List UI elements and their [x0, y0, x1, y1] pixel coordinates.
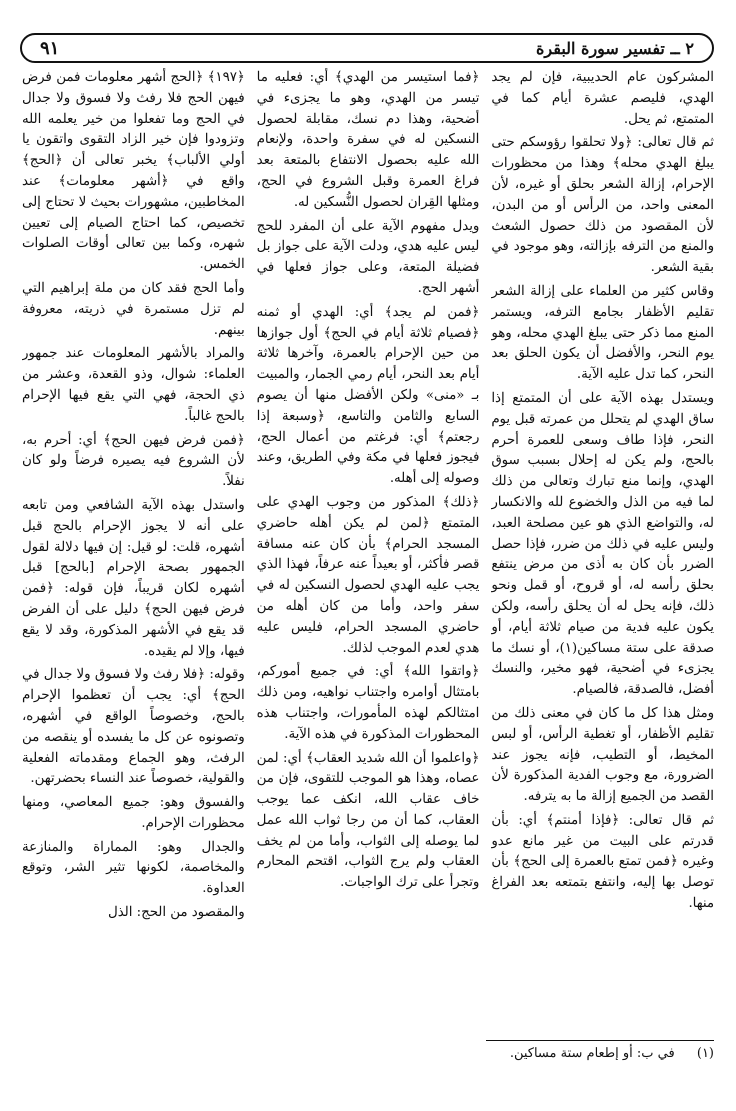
paragraph: واستدل بهذه الآية الشافعي ومن تابعه على أنه لا يجوز الإحرام بالحج قبل أشهره، قلت: لو قيل: إن فيها دلالة لقول الجمهور بصحة الإحرام [بالحج] قبل أشهره لكان قريباً، فإن قوله: ﴿فمن فرض فيهن الحج﴾ دليل على أن الفرض قد يقع في الأشهر المذكورة، وقد لا يقع فيها، وإلا لم يقيده. [21, 497, 245, 659]
paragraph: ﴿فمن فرض فيهن الحج﴾ أي: أحرم به، لأن الشروع فيه يصيره فرضاً ولو كان نفلاً. [21, 432, 245, 490]
paragraph: وقاس كثير من العلماء على إزالة الشعر تقليم الأظفار بجامع الترفه، ويستمر المنع مما ذكر حتى يبلغ الهدي محله، وهو يوم النحر، والأفضل أن يكون الحلق بعد النحر، كما تدل عليه الآية. [491, 283, 714, 383]
paragraph: والجدال وهو: المماراة والمنازعة والمخاصمة، لكونها تثير الشر، وتوقع العداوة. [21, 839, 245, 897]
column-right [491, 68, 714, 1028]
paragraph: ﴿واتقوا الله﴾ أي: في جميع أموركم، بامتثال أوامره واجتناب نواهيه، ومن ذلك امتثالكم لهذه المأمورات، واجتناب هذه المحظورات المذكورة في هذه الآية. [256, 664, 480, 742]
paragraph: وقوله: ﴿فلا رفث ولا فسوق ولا جدال في الحج﴾ أي: يجب أن تعظموا الإحرام بالحج، وخصوصاً الواقع في أشهره، وتصونوه عن كل ما يفسده أو ينقصه من الرفث، وهو الجماع ومقدماته الفعلية والقولية، خصوصاً عند النساء بحضرتهن. [21, 667, 245, 787]
paragraph: ثم قال تعالى: ﴿ولا تحلقوا رؤوسكم حتى يبلغ الهدي محله﴾ وهذا من محظورات الإحرام، إزالة الشعر بحلق أو غيره، لأن المعنى واحد، من الرأس أو من البدن، لأن المقصود من ذلك حصول الشعث والمنع من الترفه بإزالته، وهو موجود في بقية الشعر. [491, 135, 714, 276]
column-middle [257, 68, 480, 1028]
paragraph: ﴿فمن لم يجد﴾ أي: الهدي أو ثمنه ﴿فصيام ثلاثة أيام في الحج﴾ أول جوازها من حين الإحرام بالعمرة، وآخرها ثلاثة أيام بعد النحر، أيام رمي الجمار، والمبيت بـ «منى» ولكن الأفضل منها أن يصوم السابع والثامن والتاسع، ﴿وسبعة إذا رجعتم﴾ أي: فرغتم من أعمال الحج، فيجوز فعلها في مكة وفي الطريق، وعند وصوله إلى أهله. [256, 304, 480, 487]
paragraph: وأما الحج فقد كان من ملة إبراهيم التي لم تزل مستمرة في ذريته، معروفة بينهم. [21, 280, 245, 338]
footnote-separator [486, 1040, 714, 1041]
paragraph: المشركون عام الحديبية، فإن لم يجد الهدي، فليصم عشرة أيام كما في المتمتع، ثم يحل. [491, 70, 714, 127]
paragraph: والفسوق وهو: جميع المعاصي، ومنها محظورات الإحرام. [21, 795, 245, 831]
paragraph: ﴿واعلموا أن الله شديد العقاب﴾ أي: لمن عصاه، وهذا هو الموجب للتقوى، فإن من خاف عقاب الله، انكف عما يوجب العقاب، كما أن من رجا ثواب الله عمل لما يوصله إلى الثواب، وأما من لم يخف العقاب ولم يرج الثواب، اقتحم المحارم وتجرأ على ترك الواجبات. [256, 750, 480, 891]
paragraph: والمقصود من الحج: الذل [108, 905, 245, 921]
paragraph: ومثل هذا كل ما كان في معنى ذلك من تقليم الأظفار، أو تغطية الرأس، أو لبس المخيط، أو التطيب، فإنه يجوز عند الضرورة، مع وجوب الفدية المذكورة لأن القصد من الجميع إزالة ما به يترفه. [491, 705, 714, 805]
paragraph: ويستدل بهذه الآية على أن المتمتع إذا ساق الهدي لم يتحلل من عمرته قبل يوم النحر، فإذا طاف وسعى للعمرة أحرم بالحج، ولم يكن له إحلال بسبب سوق الهدي، وإنما منع تبارك وتعالى من ذلك لما فيه من الذل والخضوع لله والانكسار له، والتواضع الذي هو عين مصلحة العبد، وليس عليه في ذلك من ضرر، فإذا حصل الضرر بأن كان به أذى من مرض ينتفع بحلق رأسه له، أو قروح، أو قمل ونحو ذلك، فإنه يحل له أن يحلق رأسه، ولكن يكون عليه فدية من صيام ثلاثة أيام، أو صدقة على ستة مساكين(١)، أو نسك ما يجزىء في أضحية، فهو مخير، والنسك أفضل، فالصدقة، فالصيام. [491, 390, 714, 698]
running-title: ٢ ــ تفسير سورة البقرة [536, 38, 694, 58]
paragraph: ﴿١٩٧﴾ ﴿الحج أشهر معلومات فمن فرض فيهن الحج فلا رفث ولا فسوق ولا جدال في الحج وما تفعلوا من خير يعلمه الله وتزودوا فإن خير الزاد التقوى واتقون يا أولي الألباب﴾ يخبر تعالى أن ﴿الحج﴾ واقع في ﴿أشهر معلومات﴾ عند المخاطبين، مشهورات بحيث لا تحتاج إلى تخصيص، كما احتاج الصيام إلى تعيين شهره، وكما بين تعالى أوقات الصلوات الخمس. [21, 70, 245, 273]
footnote [22, 1046, 714, 1061]
paragraph: ﴿ذلك﴾ المذكور من وجوب الهدي على المتمتع ﴿لمن لم يكن أهله حاضري المسجد الحرام﴾ بأن كان عنه مسافة قصر فأكثر، أو بعيداً عنه عرفاً، فهذا الذي يجب عليه الهدي لحصول النسكين له في سفر واحد، وأما من كان أهله من حاضري المسجد الحرام، فليس عليه هدي لعدم الموجب لذلك. [256, 494, 480, 656]
footnote-text: في ب: أو إطعام ستة مساكين. [509, 1046, 675, 1061]
text-body [22, 68, 714, 1028]
column-left [22, 68, 245, 1028]
page-header [20, 33, 714, 63]
paragraph: والمراد بالأشهر المعلومات عند جمهور العلماء: شوال، وذو القعدة، وعشر من ذي الحجة، فهي التي يقع فيها الإحرام بالحج غالباً. [21, 346, 245, 424]
paragraph: ثم قال تعالى: ﴿فإذا أمنتم﴾ أي: بأن قدرتم على البيت من غير مانع عدو وغيره ﴿فمن تمتع بالعمرة إلى الحج﴾ بأن توصل بها إليه، وانتفع بتمتعه بعد الفراغ منها. [491, 812, 714, 912]
paragraph: ﴿فما استيسر من الهدي﴾ أي: فعليه ما تيسر من الهدي، وهو ما يجزىء في أضحية، وهذا دم نسك، مقابلة لحصول النسكين له في سفرة واحدة، ولإنعام الله عليه بحصول الانتفاع بالمتعة بعد فراغ العمرة وقبل الشروع في الحج، ومثلها القِران لحصول النُّسكين له. [256, 70, 480, 210]
page-number: ٩١ [40, 37, 60, 59]
paragraph: ويدل مفهوم الآية على أن المفرد للحج ليس عليه هدي، ودلت الآية على جواز بل فضيلة المتعة، وعلى جواز فعلها في أشهر الحج. [256, 218, 480, 296]
footnote-number: (١) [696, 1046, 714, 1061]
